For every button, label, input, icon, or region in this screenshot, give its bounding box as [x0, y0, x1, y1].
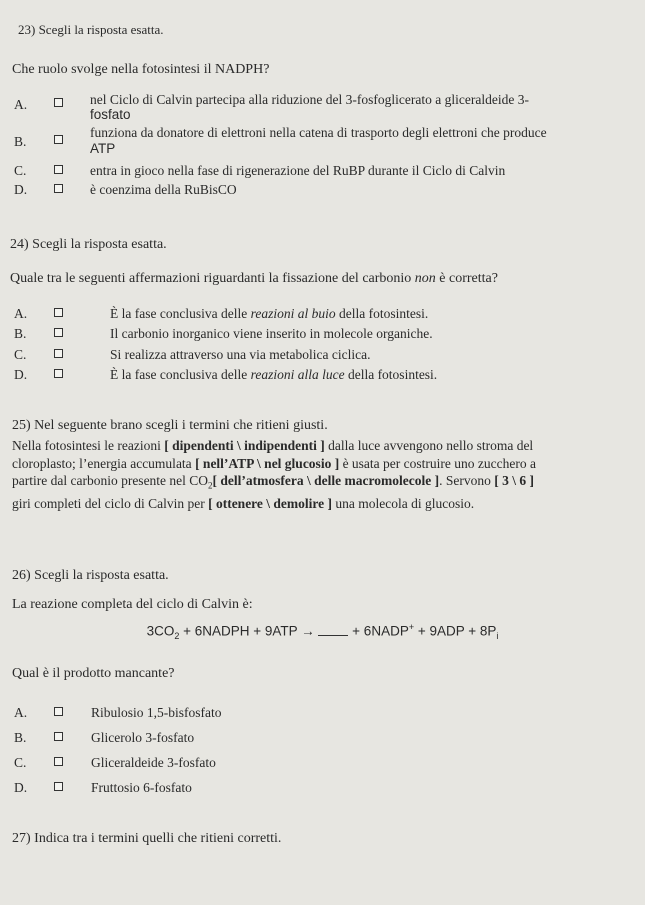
- option-letter: D.: [14, 182, 28, 197]
- q23-question: Che ruolo svolge nella fotosintesi il NADPH?: [12, 62, 270, 77]
- choice-bracket[interactable]: [ dipendenti \ indipendenti ]: [164, 438, 325, 453]
- option-text: Glicerolo 3-fosfato: [91, 730, 195, 745]
- checkbox[interactable]: [54, 98, 63, 107]
- passage-line: giri completi del ciclo di Calvin per [ ottenere \ demolire ] una molecola di glucosio.: [12, 496, 475, 512]
- option-letter: B.: [14, 730, 27, 745]
- checkbox[interactable]: [54, 328, 63, 337]
- option-text: È la fase conclusiva delle reazioni al buio della fotosintesi.: [110, 306, 429, 321]
- q24-title: 24) Scegli la risposta esatta.: [10, 237, 167, 252]
- option-letter: A.: [14, 97, 28, 112]
- option-letter: A.: [14, 306, 28, 321]
- choice-bracket[interactable]: [ dell’atmosfera \ delle macromolecole ]: [212, 473, 440, 488]
- checkbox[interactable]: [54, 349, 63, 358]
- choice-bracket[interactable]: [ 3 \ 6 ]: [494, 473, 534, 488]
- option-text-line1: funziona da donatore di elettroni nella catena di trasporto degli elettroni che produce: [90, 125, 547, 140]
- option-text: Si realizza attraverso una via metabolica ciclica.: [110, 347, 371, 362]
- calvin-equation: $3CO_2$ + 6NADPH + 9ATP → + 6NADP+ + $9ADP + 8P_i$: [146, 622, 499, 642]
- option-letter: B.: [14, 134, 27, 149]
- q27-title: 27) Indica tra i termini quelli che ritieni corretti.: [12, 831, 282, 846]
- option-text-line2: ATP: [90, 141, 116, 156]
- option-letter: C.: [14, 755, 27, 770]
- option-letter: B.: [14, 326, 27, 341]
- checkbox[interactable]: [54, 757, 63, 766]
- q26-title: 26) Scegli la risposta esatta.: [12, 568, 169, 583]
- q24-question: Quale tra le seguenti affermazioni riguardanti la fissazione del carbonio non è corretta?: [10, 271, 498, 286]
- choice-bracket[interactable]: [ nell’ATP \ nel glucosio ]: [195, 455, 340, 471]
- checkbox[interactable]: [54, 732, 63, 741]
- checkbox[interactable]: [54, 707, 63, 716]
- checkbox[interactable]: [54, 308, 63, 317]
- q25-passage: [12, 437, 625, 513]
- choice-bracket[interactable]: [ ottenere \ demolire ]: [208, 496, 333, 512]
- q26-question: Qual è il prodotto mancante?: [12, 666, 175, 681]
- checkbox[interactable]: [54, 369, 63, 378]
- checkbox[interactable]: [54, 184, 63, 193]
- checkbox[interactable]: [54, 135, 63, 144]
- q26-intro: La reazione completa del ciclo di Calvin è:: [12, 597, 253, 612]
- q25-title: 25) Nel seguente brano scegli i termini che ritieni giusti.: [12, 418, 328, 433]
- option-letter: C.: [14, 347, 27, 362]
- option-letter: D.: [14, 367, 28, 382]
- q23-title: 23) Scegli la risposta esatta.: [18, 22, 164, 37]
- option-text: Ribulosio 1,5-bisfosfato: [91, 705, 222, 720]
- option-text: Fruttosio 6-fosfato: [91, 780, 192, 795]
- option-text: Il carbonio inorganico viene inserito in molecole organiche.: [110, 326, 433, 341]
- option-text: È la fase conclusiva delle reazioni alla luce della fotosintesi.: [110, 367, 438, 382]
- passage-line: partire dal carbonio presente nel $CO_2$[ dell’atmosfera \ delle macromolecole ]. Servono [ 3 \ 6 ]: [12, 473, 534, 491]
- option-text-line1: nel Ciclo di Calvin partecipa alla riduzione del 3-fosfoglicerato a gliceraldeide 3-: [90, 92, 529, 107]
- checkbox[interactable]: [54, 165, 63, 174]
- option-letter: A.: [14, 705, 28, 720]
- passage-line: Nella fotosintesi le reazioni [ dipendenti \ indipendenti ] dalla luce avvengono nello stroma del: [12, 438, 534, 453]
- option-text: entra in gioco nella fase di rigenerazione del RuBP durante il Ciclo di Calvin: [90, 163, 506, 178]
- option-text: è coenzima della RuBisCO: [90, 182, 237, 197]
- option-text-line2: fosfato: [90, 107, 131, 122]
- passage-line: cloroplasto; l’energia accumulata [ nell’ATP \ nel glucosio ] è usata per costruire uno zucchero a: [12, 455, 536, 471]
- option-text: Gliceraldeide 3-fosfato: [91, 755, 216, 770]
- option-letter: D.: [14, 780, 28, 795]
- missing-product-blank: [318, 625, 348, 636]
- option-letter: C.: [14, 163, 27, 178]
- checkbox[interactable]: [54, 782, 63, 791]
